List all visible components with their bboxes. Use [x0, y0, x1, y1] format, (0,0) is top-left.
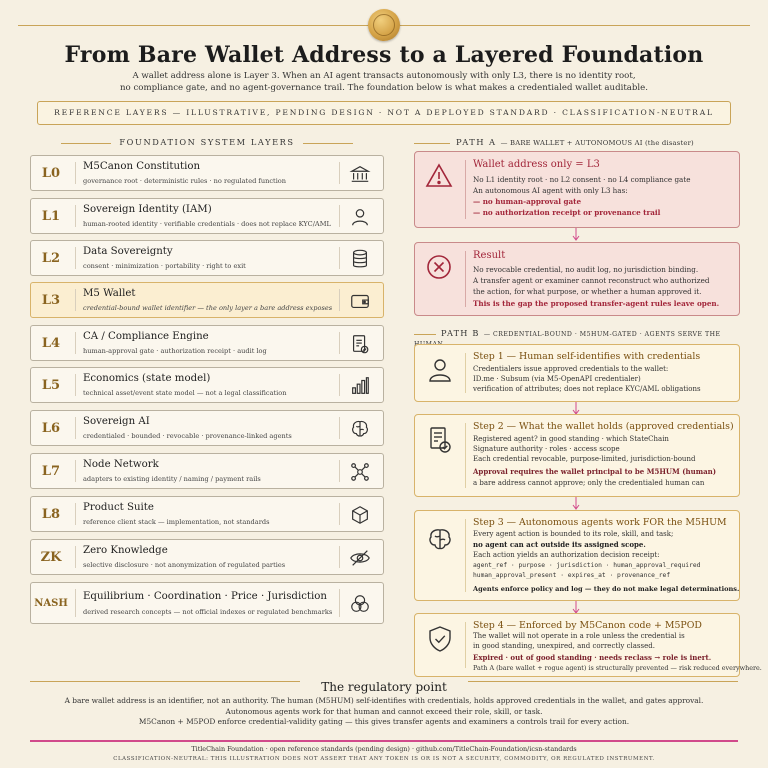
layer-desc: human-rooted identity · verifiable credentials · does not replace KYC/AML — [83, 220, 331, 228]
venn-icon — [349, 593, 371, 615]
shield-check-icon — [425, 624, 455, 654]
layers-heading-text: FOUNDATION SYSTEM LAYERS — [119, 137, 295, 147]
page-subtitle — [60, 71, 708, 94]
step-title: Step 3 — Autonomous agents work FOR the M5HUM — [473, 517, 727, 528]
down-arrow-icon — [571, 228, 581, 242]
layer-row-nash — [30, 582, 384, 624]
layer-row-l8 — [30, 496, 384, 532]
layer-desc: reference client stack — implementation, not standards — [83, 518, 270, 526]
step-line: in good standing, unexpired, and correctly classed. — [473, 642, 655, 650]
step-line: Signature authority · roles · access scope — [473, 445, 620, 453]
regulatory-line: Autonomous agents work for that human and cannot exceed their role, skill, or task. — [225, 706, 543, 716]
layer-desc: governance root · deterministic rules · no regulated function — [83, 177, 287, 185]
layers-heading — [30, 137, 384, 147]
layer-code: ZK — [40, 549, 62, 565]
bar-chart-icon — [349, 375, 371, 397]
layer-code: L8 — [41, 506, 61, 522]
gold-seal-icon — [368, 9, 400, 41]
path-a-box-line: No L1 identity root · no L2 consent · no L4 compliance gate — [473, 175, 691, 184]
path-a-box-line: This is the gap the proposed transfer-agent rules leave open. — [473, 299, 720, 308]
layer-name: Zero Knowledge — [83, 545, 168, 556]
cube-icon — [349, 504, 371, 526]
warning-icon — [425, 162, 453, 190]
close-circle-icon — [425, 253, 453, 281]
layer-code: L3 — [41, 292, 61, 308]
layer-code: L5 — [41, 377, 61, 393]
layer-row-l6 — [30, 410, 384, 446]
path-a-box-title: Wallet address only = L3 — [473, 159, 600, 170]
eye-off-icon — [349, 547, 371, 569]
layer-row-l5 — [30, 367, 384, 403]
path-a-box-title: Result — [473, 250, 506, 261]
path-b-step-2 — [414, 414, 740, 497]
layer-desc: credential-bound wallet identifier — the only layer a bare address exposes — [83, 304, 333, 312]
brain-icon — [349, 418, 371, 440]
step-title: Step 4 — Enforced by M5Canon code + M5POD — [473, 620, 702, 631]
brain-icon — [425, 525, 455, 555]
path-a-box-wallet-only — [414, 151, 740, 228]
network-icon — [349, 461, 371, 483]
step-line: Credentialers issue approved credentials to the wallet: — [473, 365, 669, 373]
page-title: From Bare Wallet Address to a Layered Foundation — [64, 42, 704, 68]
path-a-label-rest: — BARE WALLET + AUTONOMOUS AI (the disaster) — [500, 139, 694, 147]
path-a-box-line: An autonomous AI agent with only L3 has: — [473, 186, 628, 195]
path-b-step-3 — [414, 510, 740, 601]
layer-name: Sovereign Identity (IAM) — [83, 204, 212, 215]
layer-name: Product Suite — [83, 502, 154, 513]
layer-name: CA / Compliance Engine — [83, 331, 209, 342]
layer-desc: derived research concepts — not official indexes or regulated benchmarks — [83, 608, 333, 616]
layer-code: NASH — [34, 597, 68, 609]
layer-desc: selective disclosure · not anonymization of regulated parties — [83, 561, 286, 569]
regulatory-line: A bare wallet address is an identifier, not an authority. The human (M5HUM) self-identifies with credentials, holds approved credentials in the wallet, and gates approval. — [64, 696, 704, 705]
layer-name: M5 Wallet — [83, 288, 136, 299]
step-line: a bare address cannot approve; only the credentialed human can — [473, 479, 705, 487]
subtitle-line: A wallet address alone is Layer 3. When an AI agent transacts autonomously with only L3, there is no identity root, — [132, 71, 636, 81]
down-arrow-icon — [571, 497, 581, 511]
checklist-icon — [349, 333, 371, 355]
layer-desc: human-approval gate · authorization receipt · audit log — [83, 347, 267, 355]
step-line: Expired · out of good standing · needs reclass → role is inert. — [473, 653, 712, 662]
path-b-label: PATH B — [441, 328, 480, 338]
path-a-box-line: No revocable credential, no audit log, no jurisdiction binding. — [473, 265, 699, 274]
wallet-icon — [349, 290, 371, 312]
step-line: Path A (bare wallet + rogue agent) is structurally prevented — risk reduced everywhere. — [473, 664, 762, 672]
step-line: Every agent action is bounded to its role, skill, and task; — [473, 530, 674, 538]
path-a-box-result — [414, 242, 740, 316]
layer-code: L2 — [41, 250, 61, 266]
path-a-box-line: A transfer agent or examiner cannot reconstruct who authorized — [473, 276, 710, 285]
step-line: Agents enforce policy and log — they do not make legal determinations. — [473, 585, 740, 593]
layer-name: M5Canon Constitution — [83, 161, 201, 172]
footer-credit: TitleChain Foundation · open reference standards (pending design) · github.com/TitleChain-Foundation/icsn-standards — [191, 745, 577, 753]
layer-row-l1 — [30, 198, 384, 234]
step-line: no agent can act outside its assigned scope. — [473, 540, 646, 549]
document-check-icon — [425, 425, 455, 455]
layer-code: L6 — [41, 420, 61, 436]
footer-rule — [30, 740, 738, 742]
database-icon — [349, 248, 371, 270]
institution-icon — [349, 163, 371, 185]
step-line: Approval requires the wallet principal to be M5HUM (human) — [473, 467, 717, 476]
path-a-box-line: — no human-approval gate — [473, 197, 582, 206]
regulatory-line: M5Canon + M5POD enforce credential-validity gating — this gives transfer agents and examiners a controls trail for every action. — [138, 717, 630, 727]
regulatory-title: The regulatory point — [321, 680, 447, 694]
layer-desc: technical asset/event state model — not a legal classification — [83, 389, 287, 397]
layer-code: L0 — [41, 165, 61, 181]
step-line: human_approval_present · expires_at · provenance_ref — [473, 572, 671, 579]
layer-desc: consent · minimization · portability · right to exit — [83, 262, 246, 270]
path-b-step-1 — [414, 344, 740, 402]
subtitle-line: no compliance gate, and no agent-governance trail. The foundation below is what makes a credentialed wallet auditable. — [120, 82, 648, 93]
layer-row-zk — [30, 539, 384, 575]
step-line: verification of attributes; does not replace KYC/AML obligations — [473, 385, 701, 393]
layer-code: L4 — [41, 335, 61, 351]
footer-disclaimer: CLASSIFICATION-NEUTRAL: THIS ILLUSTRATION DOES NOT ASSERT THAT ANY TOKEN IS OR IS NOT A SECURITY, COMMODITY, OR REGULATED INSTRUMENT. — [113, 756, 655, 762]
layer-name: Data Sovereignty — [83, 246, 173, 257]
step-line: Registered agent? in good standing · which StateChain — [473, 435, 669, 443]
path-a-box-line: — no authorization receipt or provenance trail — [473, 208, 661, 217]
person-icon — [349, 206, 371, 228]
step-title: Step 2 — What the wallet holds (approved credentials) — [473, 421, 734, 432]
step-line: agent_ref · purpose · jurisdiction · human_approval_required — [473, 562, 701, 569]
layer-desc: credentialed · bounded · revocable · provenance-linked agents — [83, 432, 292, 440]
layer-name: Node Network — [83, 459, 159, 470]
layer-name: Equilibrium · Coordination · Price · Jurisdiction — [83, 591, 327, 602]
path-b-step-4 — [414, 613, 762, 677]
layer-name: Economics (state model) — [83, 373, 211, 384]
layer-row-l4 — [30, 325, 384, 361]
step-line: ID.me · Subsum (via M5-OpenAPI credentialer) — [473, 375, 641, 383]
layer-row-l0 — [30, 155, 384, 191]
path-a-heading — [414, 137, 740, 147]
layer-code: L1 — [41, 208, 61, 224]
regulatory-text — [40, 696, 728, 728]
path-a-label: PATH A — [456, 137, 497, 147]
layer-row-l7 — [30, 453, 384, 489]
step-title: Step 1 — Human self-identifies with credentials — [473, 351, 701, 362]
layer-name: Sovereign AI — [83, 416, 150, 427]
step-line: Each action yields an authorization decision receipt: — [473, 551, 660, 559]
layer-code: L7 — [41, 463, 61, 479]
reference-banner: REFERENCE LAYERS — ILLUSTRATIVE, PENDING DESIGN · NOT A DEPLOYED STANDARD · CLASSIFICATION-NEUTRAL — [37, 101, 731, 125]
layer-row-l2 — [30, 240, 384, 276]
path-b-label-rest: — CREDENTIAL-BOUND · M5HUM-GATED · AGENTS SERVE THE — [483, 331, 721, 338]
path-a-box-line: the action, for what purpose, or whether a human approved it. — [473, 287, 702, 296]
person-icon — [425, 355, 455, 385]
layer-row-l3 — [30, 282, 384, 318]
layer-desc: adapters to existing identity / naming / payment rails — [83, 475, 261, 483]
step-line: The wallet will not operate in a role unless the credential is — [473, 632, 685, 640]
step-line: Each credential revocable, purpose-limited, jurisdiction-bound — [473, 455, 696, 463]
